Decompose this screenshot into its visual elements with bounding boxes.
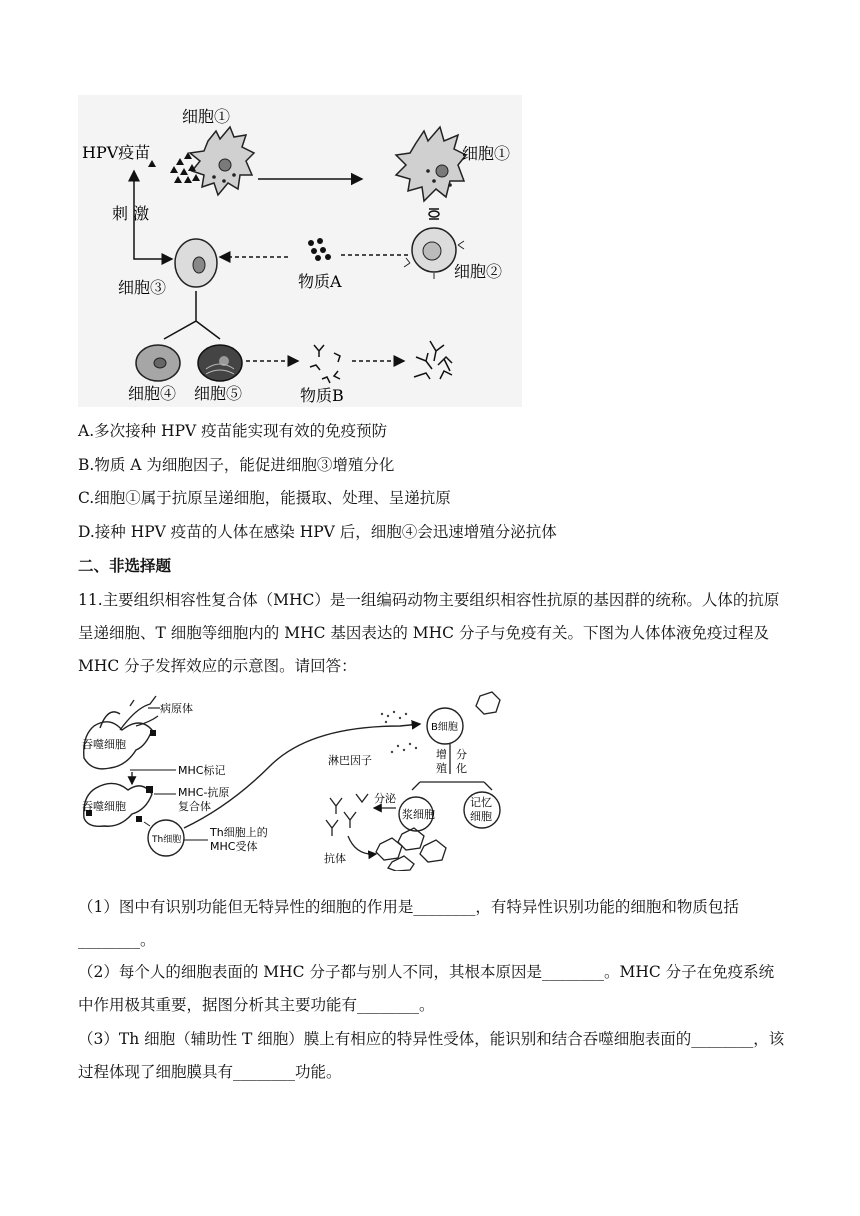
label-secrete: 分泌: [374, 792, 396, 805]
label-th-cell: Th细胞: [152, 835, 182, 845]
question-11-part-3: （3）Th 细胞（辅助性 T 细胞）膜上有相应的特异性受体，能识别和结合吞噬细胞表面的________，该过程体现了细胞膜具有________功能。: [78, 1030, 785, 1081]
antibody-cluster: [414, 341, 452, 379]
label-cell4: 细胞④: [128, 384, 177, 403]
cell-3: [175, 239, 217, 287]
cell-4: [136, 345, 180, 381]
antibody-y-shapes: [310, 345, 340, 383]
figure-2-svg: [80, 686, 520, 871]
figure-1-hpv-immunity: [78, 95, 522, 407]
option-c: C.细胞①属于抗原呈递细胞，能摄取、处理、呈递抗原: [78, 489, 451, 507]
option-d: D.接种 HPV 疫苗的人体在感染 HPV 后，细胞④会迅速增殖分泌抗体: [78, 523, 557, 541]
label-b-cell: B细胞: [431, 722, 458, 733]
label-prolif-1: 增: [436, 748, 447, 761]
arrow-stimulate-right: [134, 249, 172, 259]
label-cell1-top: 细胞①: [182, 107, 231, 126]
label-mhc-antigen: MHC-抗原: [178, 786, 230, 799]
substance-a-dots: [308, 238, 331, 261]
question-11-part-2: （2）每个人的细胞表面的 MHC 分子都与别人不同，其根本原因是________。MHC 分子在免疫系统中作用极其重要，据图分析其主要功能有________。: [78, 963, 775, 1014]
label-phagocyte-1: 吞噬细胞: [82, 738, 126, 751]
label-th-receptor-2: MHC受体: [210, 840, 258, 853]
label-antibody: 抗体: [324, 852, 346, 865]
antigen-triangles: [148, 152, 200, 183]
figure-2-humoral-immunity: [80, 686, 520, 871]
label-diff-2: 化: [456, 762, 467, 775]
label-mhc-marker: MHC标记: [178, 764, 226, 777]
label-memory-1: 记忆: [470, 796, 492, 809]
label-substance-b: 物质B: [300, 386, 344, 405]
label-hpv: HPV疫苗: [82, 143, 151, 162]
label-lymphokine: 淋巴因子: [328, 754, 372, 767]
label-memory-2: 细胞: [470, 810, 492, 823]
option-a: A.多次接种 HPV 疫苗能实现有效的免疫预防: [78, 422, 388, 440]
cell-contact-symbol: [429, 209, 439, 219]
label-cell1-right: 细胞①: [462, 144, 511, 163]
label-cell2: 细胞②: [454, 262, 503, 281]
dendritic-cell-1: [190, 127, 254, 195]
lymphokine-dots: [381, 711, 417, 753]
dendritic-cell-1-right: [396, 127, 466, 201]
arrow-b-branches: [412, 744, 492, 790]
question-11-stem: 11.主要组织相容性复合体（MHC）是一组编码动物主要组织相容性抗原的基因群的统称。人体的抗原呈递细胞、T 细胞等细胞内的 MHC 基因表达的 MHC 分子与免疫有关。下图为人体体液免疫过程及 MHC 分子发挥效应的示意图。请回答：: [78, 591, 780, 675]
section-title: 二、非选择题: [78, 557, 172, 575]
label-complex: 复合体: [178, 800, 211, 813]
question-11-part-1: （1）图中有识别功能但无特异性的细胞的作用是________，有特异性识别功能的细胞和物质包括________。: [78, 898, 739, 949]
label-cell3: 细胞③: [118, 278, 167, 297]
option-b: B.物质 A 为细胞因子，能促进细胞③增殖分化: [78, 456, 395, 474]
label-plasma-cell: 浆细胞: [402, 808, 435, 821]
label-phagocyte-2: 吞噬细胞: [82, 800, 126, 813]
label-substance-a: 物质A: [298, 272, 342, 291]
antigen-hexagon: [476, 692, 500, 714]
antigen-cluster: [376, 828, 446, 871]
antibodies: [326, 794, 368, 836]
label-cell5: 细胞⑤: [194, 384, 243, 403]
label-diff-1: 分: [456, 748, 467, 761]
figure-1-svg: [78, 95, 522, 407]
label-th-receptor-1: Th细胞上的: [210, 826, 268, 839]
label-prolif-2: 殖: [436, 762, 447, 775]
label-pathogen: 病原体: [160, 702, 193, 715]
label-stimulate: 刺 激: [112, 204, 150, 223]
arrow-cell3-split: [164, 291, 220, 339]
cell-5: [198, 345, 242, 381]
pathogen-shapes: [120, 696, 158, 730]
arrow-antibody-bind: [348, 836, 376, 854]
